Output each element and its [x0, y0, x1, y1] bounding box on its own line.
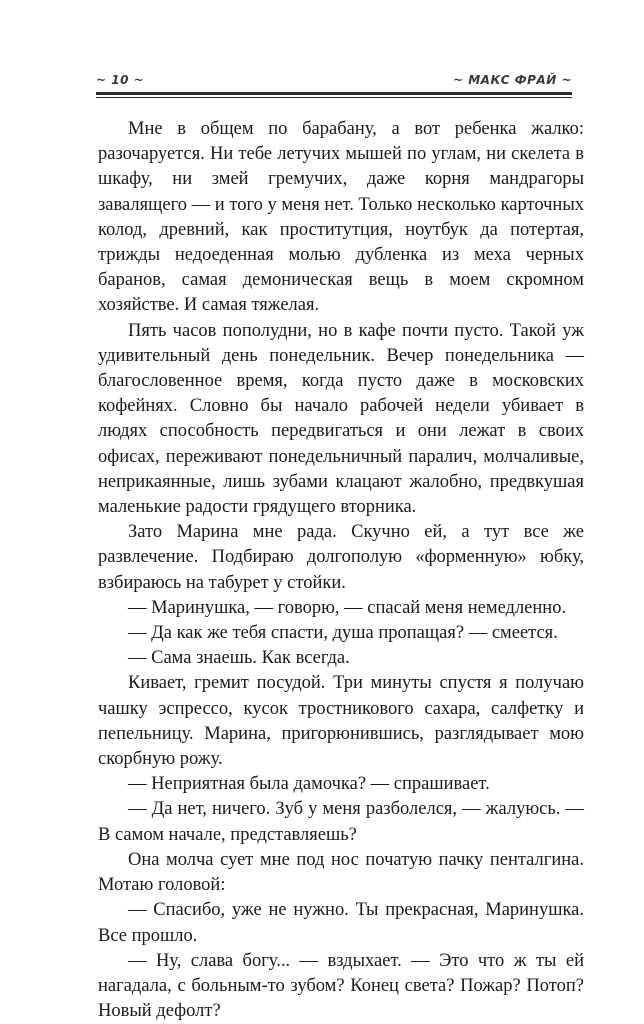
running-header: [96, 60, 572, 100]
dialogue-line: — Сама знаешь. Как всегда.: [128, 648, 350, 669]
paragraph: Зато Марина мне рада. Скучно ей, а тут все же развлечение. Подбираю долгополую «форменную» юбку, взбираюсь на табурет у стойки.: [98, 522, 584, 593]
page-body: [98, 117, 584, 1024]
paragraph: Мне в общем по барабану, а вот ребенка жалко: разочаруется. Ни тебе летучих мышей по углам, ни скелета в шкафу, ни змей гремучих, даже корня мандрагоры завалящего — и того у меня нет. Только несколько карточных колод, древний, как проститутция, ноутбук да потертая, трижды недоеденная молью дубленка из меха черных баранов, самая демоническая вещь в моем скромном хозяйстве. И самая тяжелая.: [98, 119, 584, 316]
dialogue-line: — Ну, слава богу... — вздыхает. — Это что ж ты ей нагадала, с больным-то зубом? Конец света? Пожар? Потоп? Новый дефолт?: [98, 950, 584, 1022]
dialogue-line: — Спасибо, уже не нужно. Ты прекрасная, Маринушка. Все прошло.: [98, 900, 584, 946]
page-number: ~ 10 ~: [96, 73, 145, 87]
author-name: ~ МАКС ФРАЙ ~: [452, 73, 572, 87]
dialogue-line: — Неприятная была дамочка? — спрашивает.: [128, 774, 490, 795]
dialogue-line: — Маринушка, — говорю, — спасай меня немедленно.: [128, 597, 567, 618]
dialogue-line: — Да нет, ничего. Зуб у меня разболелся, — жалуюсь. — В самом начале, представляешь?: [98, 799, 584, 845]
paragraph: Она молча сует мне под нос початую пачку пенталгина. Мотаю головой:: [98, 849, 584, 896]
paragraph: Кивает, гремит посудой. Три минуты спустя я получаю чашку эспрессо, кусок тростникового сахара, салфетку и пепельницу. Марина, пригорюнившись, разглядывает мою скорбную рожу.: [98, 673, 584, 770]
header-rule-thick: [96, 92, 572, 95]
dialogue-line: — Да как же тебя спасти, душа пропащая? — смеется.: [128, 623, 558, 644]
header-rule-thin: [96, 97, 572, 98]
paragraph: Пять часов пополудни, но в кафе почти пусто. Такой уж удивительный день понедельник. Вечер понедельника — благословенное время, когда пусто даже в московских кофейнях. Словно бы начало рабочей недели убивает в людях способность передвигаться и они лежат в своих офисах, переживают понедельничный паралич, молчаливые, неприкаянные, лишь зубами клацают жалобно, предвкушая маленькие радости грядущего вторника.: [98, 320, 584, 518]
